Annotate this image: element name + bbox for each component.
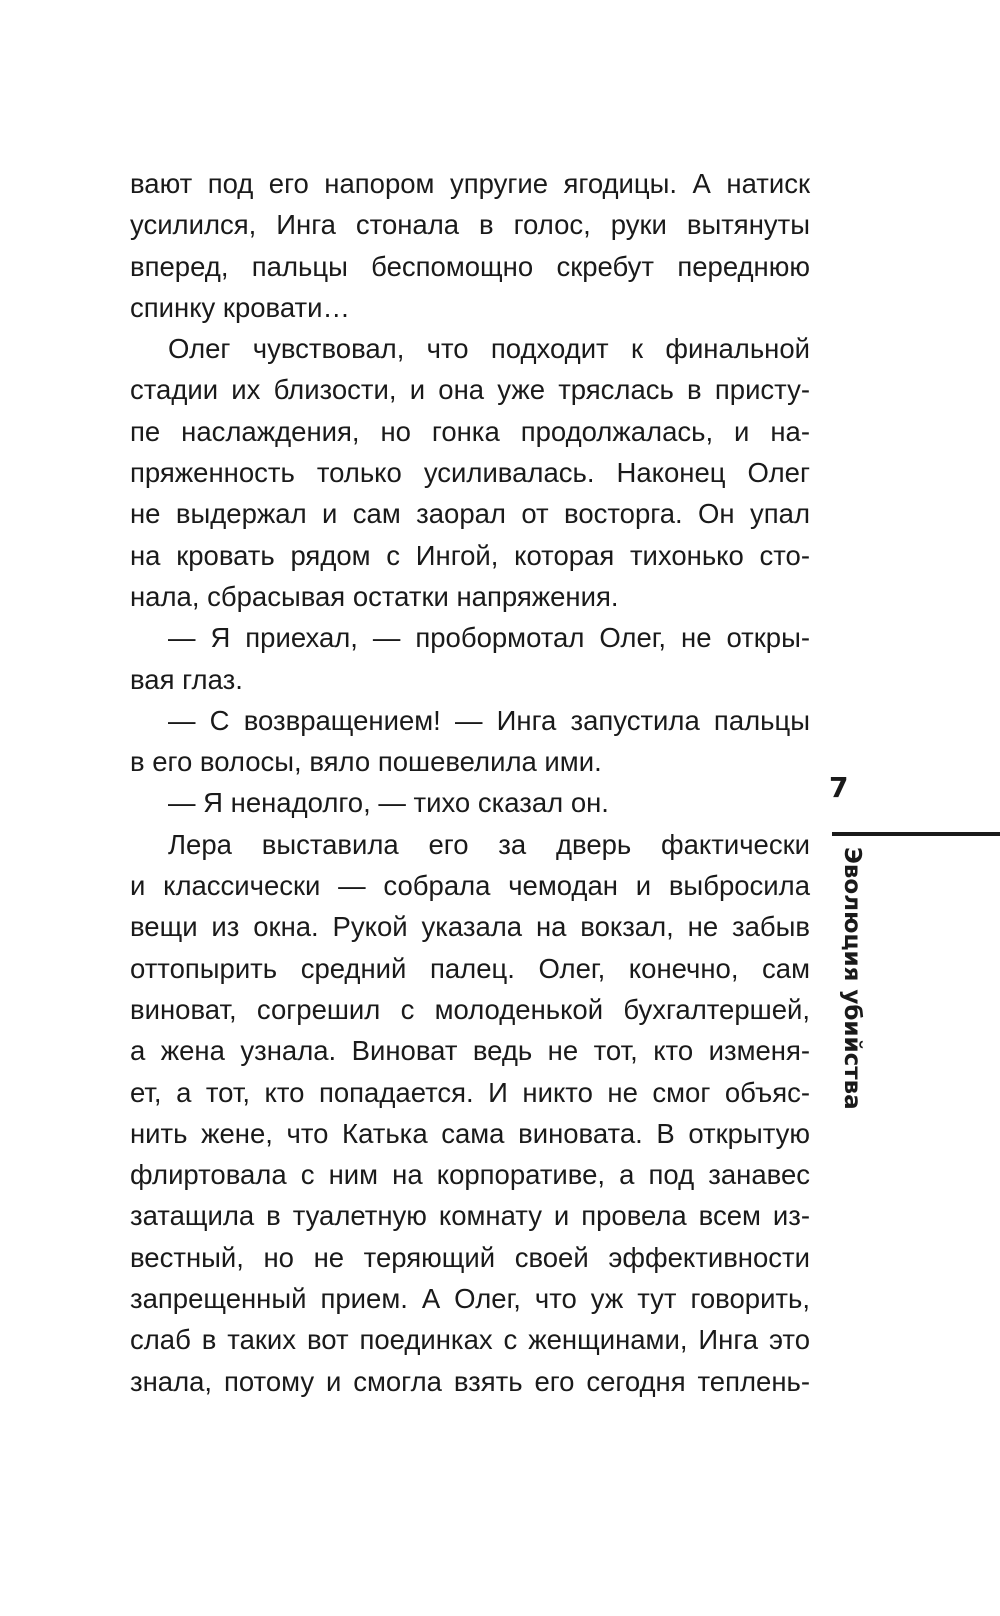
text-line: — Я приехал, — пробормотал Олег, не откры-	[168, 622, 810, 654]
text-line: а жена узнала. Виноват ведь не тот, кто изменя-	[130, 1035, 810, 1067]
text-line: вещи из окна. Рукой указала на вокзал, не забыв	[130, 911, 810, 943]
text-line: вая глаз.	[130, 663, 243, 695]
text-line: оттопырить средний палец. Олег, конечно, сам	[130, 952, 810, 984]
text-line: запрещенный прием. А Олег, что уж тут говорить,	[130, 1283, 810, 1315]
text-line: знала, потому и смогла взять его сегодня теплень-	[130, 1365, 810, 1397]
text-line: Олег чувствовал, что подходит к финальной	[168, 333, 810, 365]
text-line: слаб в таких вот поединках с женщинами, Инга это	[130, 1324, 810, 1356]
text-line: нить жене, что Катька сама виновата. В открытую	[130, 1117, 810, 1149]
text-line: в его волосы, вяло пошевелила ими.	[130, 746, 602, 778]
body-text	[130, 163, 810, 1402]
text-line: вают под его напором упругие ягодицы. А натиск	[130, 168, 810, 199]
text-line: усилился, Инга стонала в голос, руки вытянуты	[130, 209, 810, 241]
text-line: вестный, но не теряющий своей эффективности	[130, 1241, 810, 1273]
text-line: вперед, пальцы беспомощно скребут переднюю	[130, 250, 810, 282]
text-line: — Я ненадолго, — тихо сказал он.	[168, 787, 609, 819]
text-line: Лера выставила его за дверь фактически	[168, 828, 810, 860]
text-line: пряженность только усиливалась. Наконец Олег	[130, 457, 810, 489]
text-line: стадии их близости, и она уже тряслась в присту-	[130, 374, 810, 406]
text-line: не выдержал и сам заорал от восторга. Он упал	[130, 498, 810, 530]
text-line: затащила в туалетную комнату и провела всем из-	[130, 1200, 810, 1232]
text-line: виноват, согрешил с молоденькой бухгалтершей,	[130, 993, 810, 1025]
text-line: пе наслаждения, но гонка продолжалась, и на-	[130, 415, 810, 447]
text-line: на кровать рядом с Ингой, которая тихонько сто-	[130, 539, 810, 571]
text-line: флиртовала с ним на корпоративе, а под занавес	[130, 1159, 810, 1191]
text-line: — С возвращением! — Инга запустила пальцы	[168, 704, 810, 736]
text-line: нала, сбрасывая остатки напряжения.	[130, 580, 619, 612]
text-line: и классически — собрала чемодан и выбросила	[130, 870, 810, 902]
running-head-rule	[832, 832, 1000, 836]
page-number: 7	[829, 771, 849, 804]
text-line: ет, а тот, кто попадается. И никто не смог объяс-	[130, 1076, 810, 1108]
text-line: спинку кровати…	[130, 291, 350, 323]
running-title: Эволюция убийства	[839, 847, 865, 1110]
